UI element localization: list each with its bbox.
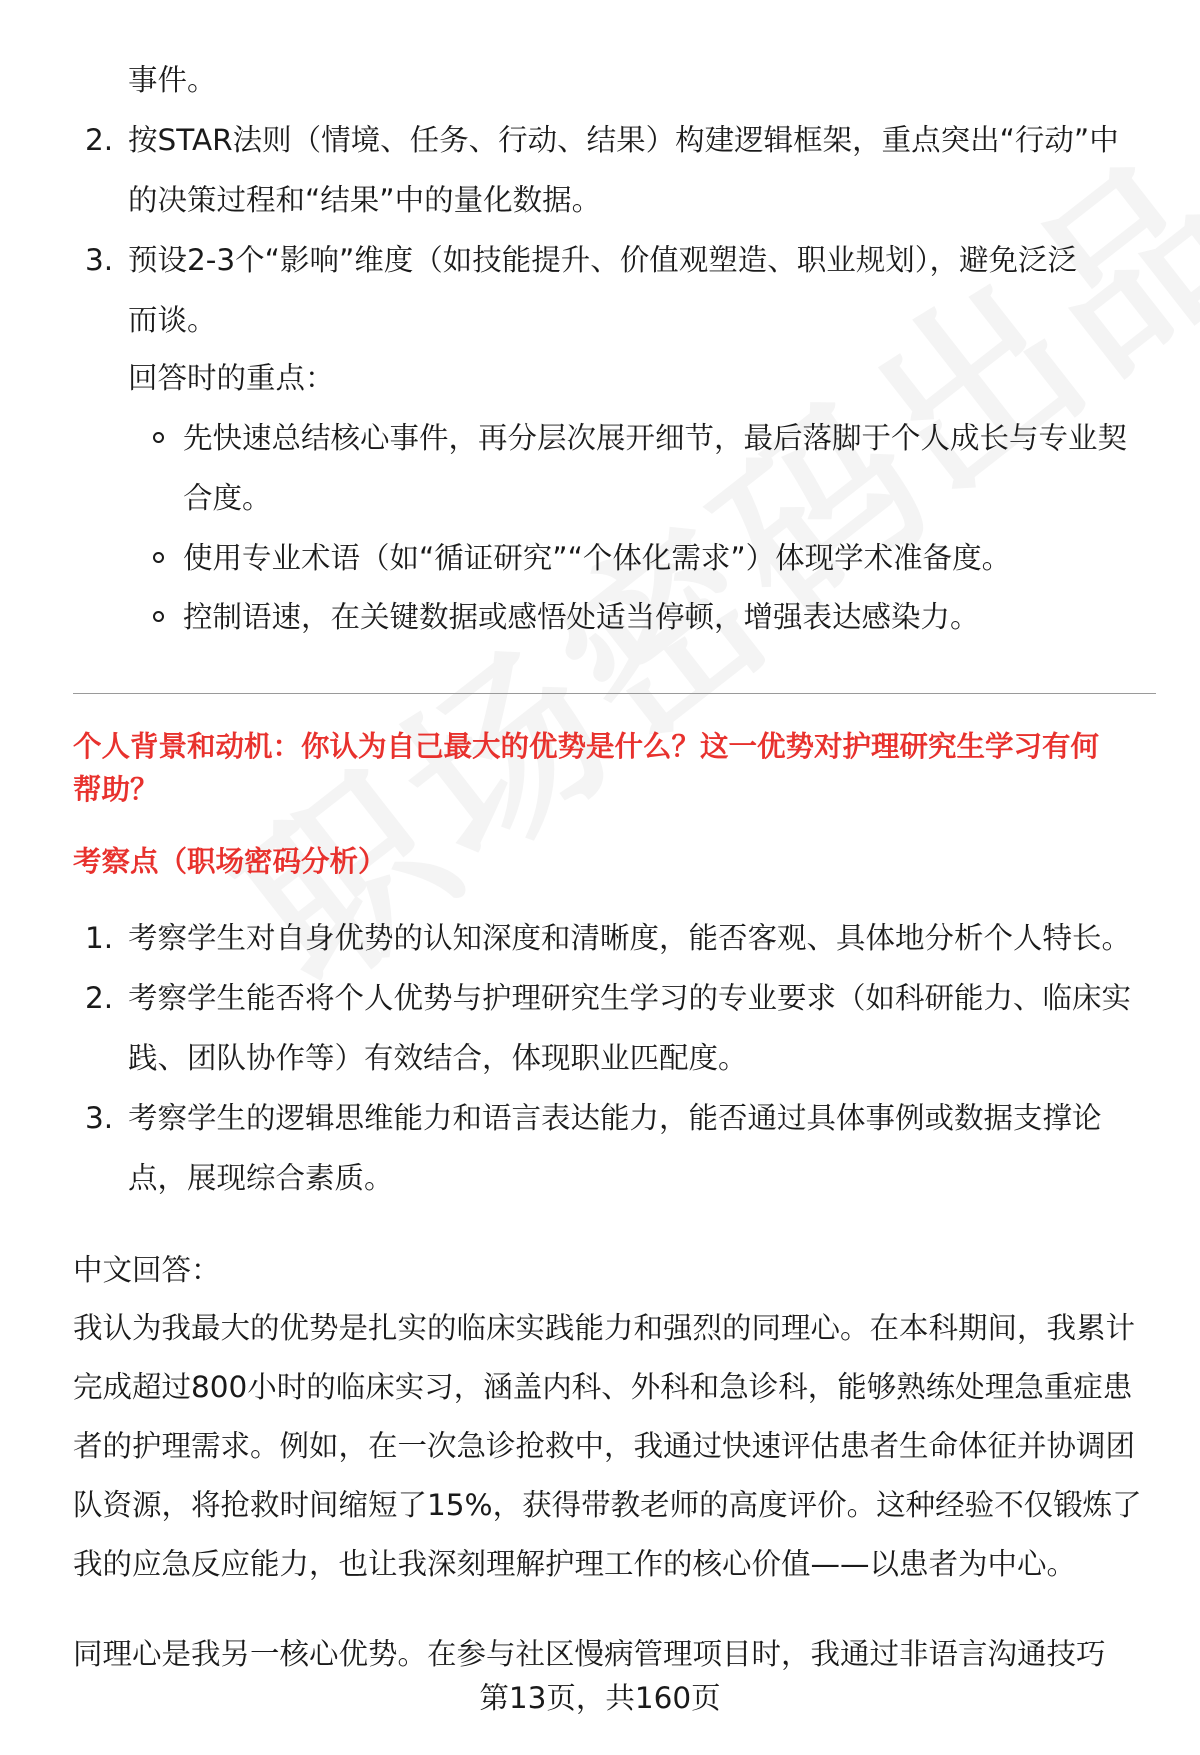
bullet-line: 控制语速，在关键数据或感悟处适当停顿，增强表达感染力。 — [183, 600, 980, 634]
section-divider — [73, 693, 1156, 694]
list-number: 2. — [85, 123, 114, 157]
focus-label: 回答时的重点： — [128, 361, 335, 395]
answer-text-line: 完成超过800小时的临床实习，涵盖内科、外科和急诊科，能够熟练处理急重症患 — [73, 1370, 1133, 1404]
bullet-line: 使用专业术语（如“循证研究”“个体化需求”）体现学术准备度。 — [183, 541, 1012, 575]
answer-text-line: 我认为我最大的优势是扎实的临床实践能力和强烈的同理心。在本科期间，我累计 — [73, 1311, 1136, 1345]
bullet-line: 合度。 — [183, 481, 272, 515]
question-heading: 帮助？ — [73, 773, 159, 806]
answer-text-line: 同理心是我另一核心优势。在参与社区慢病管理项目时，我通过非语言沟通技巧 — [73, 1637, 1106, 1671]
question-heading: 个人背景和动机：你认为自己最大的优势是什么？这一优势对护理研究生学习有何 — [73, 730, 1100, 763]
list-item-line: 预设2-3个“影响”维度（如技能提升、价值观塑造、职业规划），避免泛泛 — [128, 243, 1077, 277]
answer-label: 中文回答： — [73, 1253, 221, 1287]
bullet-circle-icon — [153, 611, 164, 622]
list-number: 1. — [85, 921, 114, 955]
bullet-circle-icon — [153, 552, 164, 563]
continued-line: 事件。 — [128, 63, 217, 97]
bullet-circle-icon — [153, 432, 164, 443]
bullet-line: 先快速总结核心事件，再分层次展开细节，最后落脚于个人成长与专业契 — [183, 421, 1128, 455]
list-item-line: 按STAR法则（情境、任务、行动、结果）构建逻辑框架，重点突出“行动”中 — [128, 123, 1119, 157]
answer-text-line: 我的应急反应能力，也让我深刻理解护理工作的核心价值——以患者为中心。 — [73, 1547, 1077, 1581]
list-number: 3. — [85, 243, 114, 277]
list-number: 3. — [85, 1101, 114, 1135]
list-item-line: 而谈。 — [128, 303, 217, 337]
list-item-line: 考察学生的逻辑思维能力和语言表达能力，能否通过具体事例或数据支撑论 — [128, 1101, 1102, 1135]
list-item-line: 考察学生能否将个人优势与护理研究生学习的专业要求（如科研能力、临床实 — [128, 981, 1132, 1015]
list-number: 2. — [85, 981, 114, 1015]
list-item-line: 践、团队协作等）有效结合，体现职业匹配度。 — [128, 1041, 748, 1075]
answer-text-line: 者的护理需求。例如，在一次急诊抢救中，我通过快速评估患者生命体征并协调团 — [73, 1429, 1136, 1463]
list-item-line: 的决策过程和“结果”中的量化数据。 — [128, 183, 602, 217]
list-item-line: 点，展现综合素质。 — [128, 1161, 394, 1195]
answer-text-line: 队资源，将抢救时间缩短了15%，获得带教老师的高度评价。这种经验不仅锻炼了 — [73, 1488, 1142, 1522]
list-item-line: 考察学生对自身优势的认知深度和清晰度，能否客观、具体地分析个人特长。 — [128, 921, 1132, 955]
page-number: 第13页，共160页 — [479, 1681, 721, 1715]
analysis-heading: 考察点（职场密码分析） — [73, 845, 387, 878]
